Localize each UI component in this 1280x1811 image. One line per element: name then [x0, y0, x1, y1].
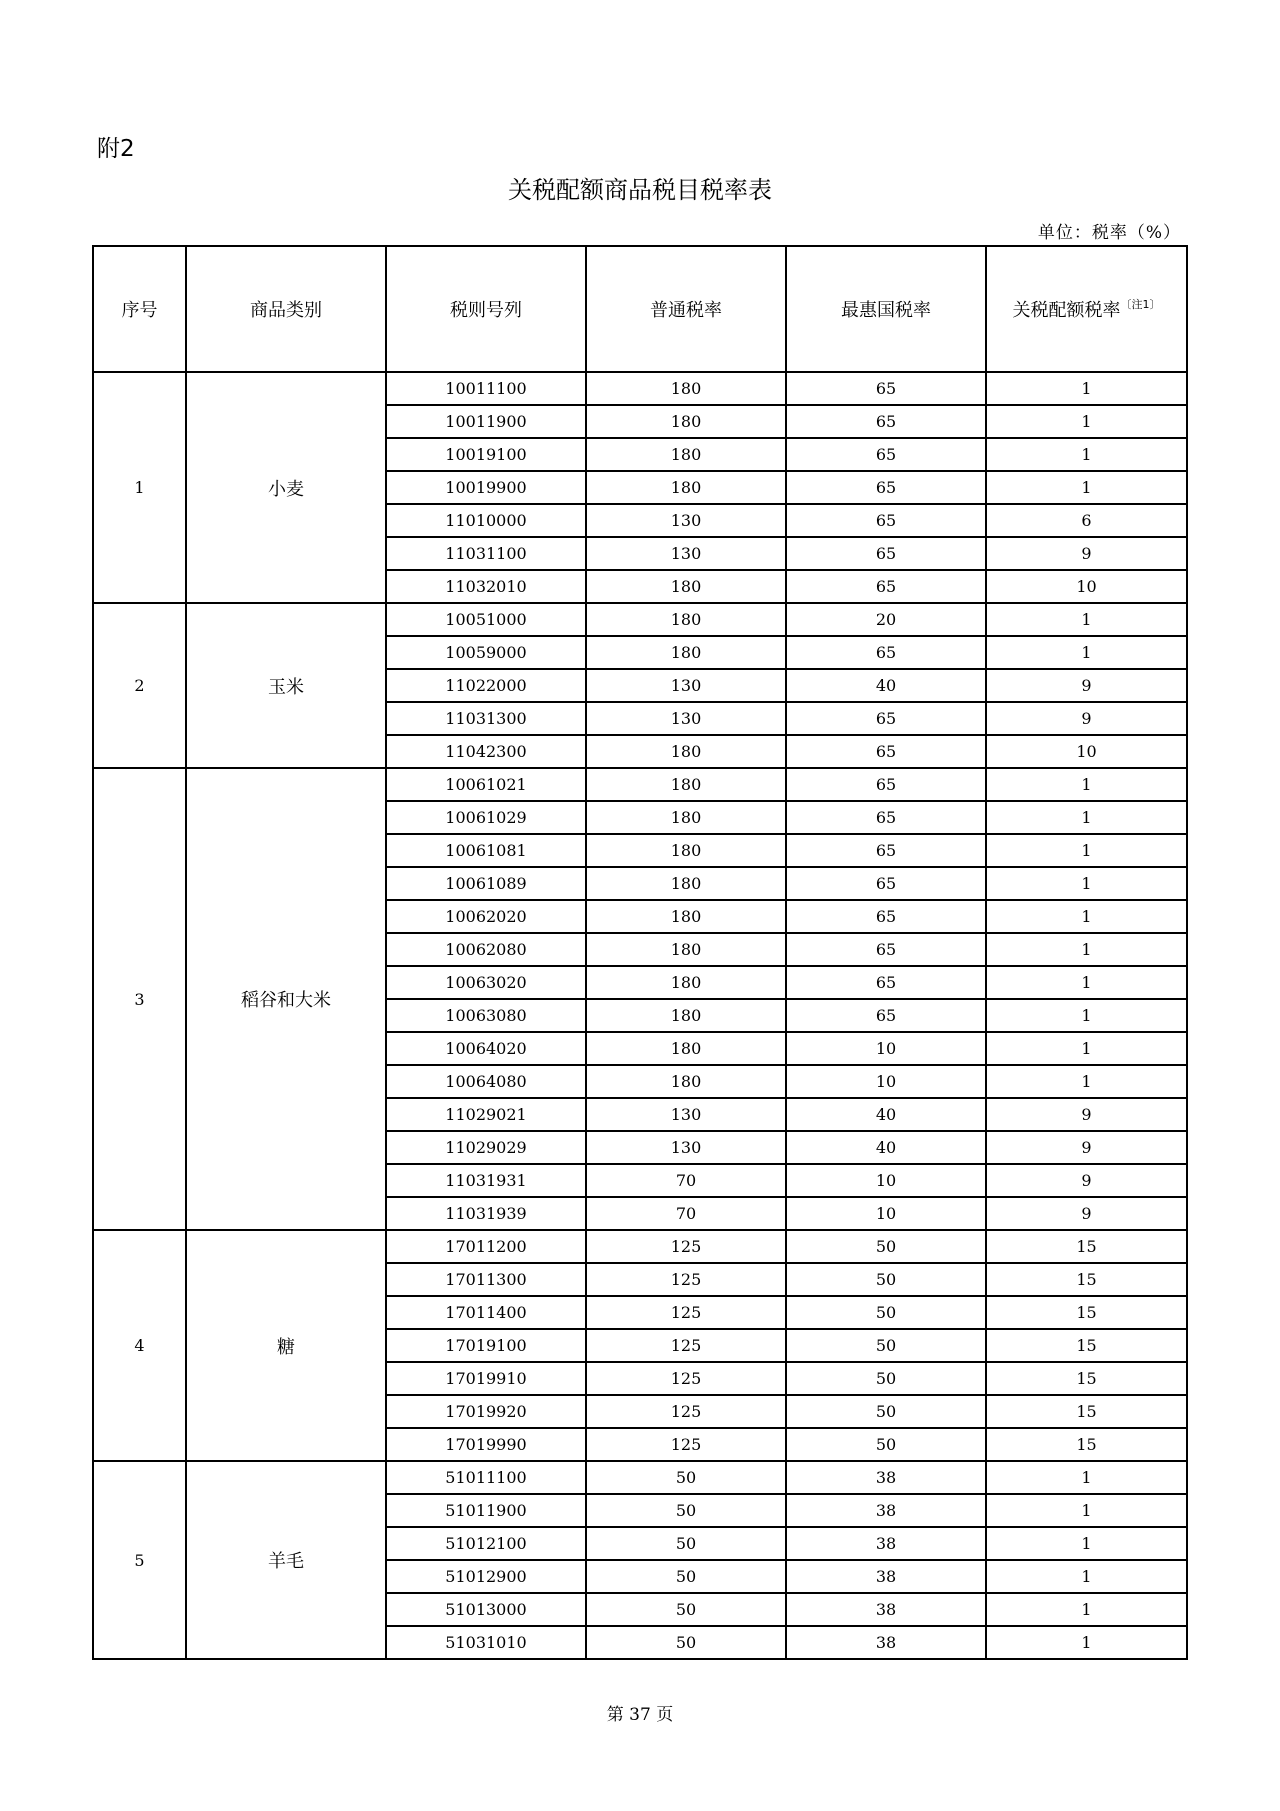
quota-rate-cell: 9 [986, 669, 1187, 702]
general-rate-cell: 50 [586, 1527, 786, 1560]
header-mfn-rate: 最惠国税率 [786, 246, 986, 372]
table-row [93, 1230, 1187, 1263]
tariff-code-cell: 11029029 [386, 1131, 586, 1164]
general-rate-cell: 50 [586, 1593, 786, 1626]
mfn-rate-cell: 65 [786, 504, 986, 537]
footnote-marker: 〔注1〕 [1120, 298, 1161, 311]
quota-rate-cell: 1 [986, 471, 1187, 504]
mfn-rate-cell: 40 [786, 1131, 986, 1164]
quota-rate-cell: 15 [986, 1362, 1187, 1395]
general-rate-cell: 180 [586, 405, 786, 438]
table-header-row [93, 246, 1187, 372]
general-rate-cell: 180 [586, 999, 786, 1032]
general-rate-cell: 50 [586, 1626, 786, 1659]
mfn-rate-cell: 65 [786, 900, 986, 933]
mfn-rate-cell: 10 [786, 1197, 986, 1230]
mfn-rate-cell: 10 [786, 1164, 986, 1197]
category-cell: 糖 [186, 1230, 386, 1461]
quota-rate-cell: 1 [986, 636, 1187, 669]
tariff-code-cell: 11031939 [386, 1197, 586, 1230]
header-category: 商品类别 [186, 246, 386, 372]
general-rate-cell: 180 [586, 834, 786, 867]
general-rate-cell: 180 [586, 933, 786, 966]
general-rate-cell: 50 [586, 1461, 786, 1494]
tariff-code-cell: 10051000 [386, 603, 586, 636]
quota-rate-cell: 15 [986, 1329, 1187, 1362]
tariff-quota-table [92, 245, 1188, 1660]
header-general-rate: 普通税率 [586, 246, 786, 372]
quota-rate-cell: 15 [986, 1395, 1187, 1428]
general-rate-cell: 125 [586, 1230, 786, 1263]
quota-rate-cell: 9 [986, 1197, 1187, 1230]
tariff-code-cell: 10011900 [386, 405, 586, 438]
tariff-code-cell: 17011200 [386, 1230, 586, 1263]
mfn-rate-cell: 65 [786, 999, 986, 1032]
general-rate-cell: 130 [586, 669, 786, 702]
general-rate-cell: 130 [586, 702, 786, 735]
tariff-code-cell: 51011100 [386, 1461, 586, 1494]
general-rate-cell: 130 [586, 504, 786, 537]
general-rate-cell: 180 [586, 966, 786, 999]
tariff-code-cell: 10063080 [386, 999, 586, 1032]
general-rate-cell: 180 [586, 1032, 786, 1065]
general-rate-cell: 50 [586, 1560, 786, 1593]
general-rate-cell: 70 [586, 1197, 786, 1230]
unit-note: 单位：税率（%） [1037, 223, 1181, 243]
category-cell: 羊毛 [186, 1461, 386, 1659]
tariff-code-cell: 17011400 [386, 1296, 586, 1329]
mfn-rate-cell: 65 [786, 438, 986, 471]
header-quota-rate [986, 246, 1187, 372]
quota-rate-cell: 1 [986, 933, 1187, 966]
tariff-code-cell: 11010000 [386, 504, 586, 537]
mfn-rate-cell: 38 [786, 1527, 986, 1560]
mfn-rate-cell: 50 [786, 1395, 986, 1428]
tariff-code-cell: 10019100 [386, 438, 586, 471]
page-title: 关税配额商品税目税率表 [508, 176, 772, 204]
tariff-code-cell: 10061089 [386, 867, 586, 900]
quota-rate-cell: 1 [986, 372, 1187, 405]
tariff-code-cell: 10064080 [386, 1065, 586, 1098]
mfn-rate-cell: 50 [786, 1230, 986, 1263]
mfn-rate-cell: 50 [786, 1296, 986, 1329]
general-rate-cell: 130 [586, 1131, 786, 1164]
mfn-rate-cell: 65 [786, 702, 986, 735]
tariff-code-cell: 10062080 [386, 933, 586, 966]
tariff-code-cell: 51012900 [386, 1560, 586, 1593]
mfn-rate-cell: 50 [786, 1362, 986, 1395]
mfn-rate-cell: 65 [786, 834, 986, 867]
tariff-code-cell: 10061081 [386, 834, 586, 867]
tariff-code-cell: 17019100 [386, 1329, 586, 1362]
quota-rate-cell: 1 [986, 768, 1187, 801]
mfn-rate-cell: 38 [786, 1494, 986, 1527]
tariff-code-cell: 17011300 [386, 1263, 586, 1296]
quota-rate-cell: 1 [986, 1461, 1187, 1494]
table-row [93, 768, 1187, 801]
mfn-rate-cell: 65 [786, 570, 986, 603]
general-rate-cell: 180 [586, 570, 786, 603]
page-number: 第 37 页 [606, 1705, 674, 1725]
category-cell: 小麦 [186, 372, 386, 603]
quota-rate-cell: 15 [986, 1296, 1187, 1329]
mfn-rate-cell: 65 [786, 372, 986, 405]
mfn-rate-cell: 65 [786, 735, 986, 768]
mfn-rate-cell: 65 [786, 867, 986, 900]
tariff-code-cell: 10063020 [386, 966, 586, 999]
tariff-code-cell: 11031931 [386, 1164, 586, 1197]
header-seq: 序号 [93, 246, 186, 372]
mfn-rate-cell: 38 [786, 1461, 986, 1494]
general-rate-cell: 180 [586, 438, 786, 471]
mfn-rate-cell: 38 [786, 1626, 986, 1659]
tariff-code-cell: 11042300 [386, 735, 586, 768]
tariff-code-cell: 11031100 [386, 537, 586, 570]
quota-rate-cell: 10 [986, 570, 1187, 603]
table-row [93, 603, 1187, 636]
quota-rate-cell: 1 [986, 1032, 1187, 1065]
quota-rate-cell: 1 [986, 438, 1187, 471]
table-body [93, 372, 1187, 1659]
tariff-code-cell: 10011100 [386, 372, 586, 405]
general-rate-cell: 180 [586, 636, 786, 669]
tariff-code-cell: 17019910 [386, 1362, 586, 1395]
header-code: 税则号列 [386, 246, 586, 372]
mfn-rate-cell: 50 [786, 1263, 986, 1296]
mfn-rate-cell: 50 [786, 1428, 986, 1461]
tariff-code-cell: 10019900 [386, 471, 586, 504]
mfn-rate-cell: 40 [786, 1098, 986, 1131]
mfn-rate-cell: 65 [786, 405, 986, 438]
tariff-code-cell: 51013000 [386, 1593, 586, 1626]
general-rate-cell: 125 [586, 1428, 786, 1461]
quota-rate-cell: 1 [986, 1593, 1187, 1626]
table-row [93, 1461, 1187, 1494]
general-rate-cell: 180 [586, 867, 786, 900]
quota-rate-cell: 9 [986, 1131, 1187, 1164]
mfn-rate-cell: 65 [786, 933, 986, 966]
mfn-rate-cell: 65 [786, 537, 986, 570]
header-quota-rate-label: 关税配额税率 [1012, 300, 1121, 321]
general-rate-cell: 125 [586, 1395, 786, 1428]
seq-cell: 2 [93, 603, 186, 768]
quota-rate-cell: 6 [986, 504, 1187, 537]
quota-rate-cell: 10 [986, 735, 1187, 768]
general-rate-cell: 130 [586, 537, 786, 570]
quota-rate-cell: 1 [986, 1560, 1187, 1593]
mfn-rate-cell: 40 [786, 669, 986, 702]
mfn-rate-cell: 50 [786, 1329, 986, 1362]
mfn-rate-cell: 10 [786, 1032, 986, 1065]
general-rate-cell: 50 [586, 1494, 786, 1527]
tariff-code-cell: 51031010 [386, 1626, 586, 1659]
general-rate-cell: 180 [586, 1065, 786, 1098]
quota-rate-cell: 15 [986, 1263, 1187, 1296]
seq-cell: 1 [93, 372, 186, 603]
mfn-rate-cell: 65 [786, 636, 986, 669]
quota-rate-cell: 15 [986, 1428, 1187, 1461]
general-rate-cell: 125 [586, 1329, 786, 1362]
seq-cell: 5 [93, 1461, 186, 1659]
mfn-rate-cell: 65 [786, 471, 986, 504]
quota-rate-cell: 1 [986, 1494, 1187, 1527]
general-rate-cell: 180 [586, 372, 786, 405]
quota-rate-cell: 1 [986, 1527, 1187, 1560]
mfn-rate-cell: 10 [786, 1065, 986, 1098]
general-rate-cell: 180 [586, 471, 786, 504]
quota-rate-cell: 9 [986, 1098, 1187, 1131]
tariff-code-cell: 11022000 [386, 669, 586, 702]
quota-rate-cell: 1 [986, 867, 1187, 900]
seq-cell: 4 [93, 1230, 186, 1461]
general-rate-cell: 130 [586, 1098, 786, 1131]
general-rate-cell: 180 [586, 603, 786, 636]
general-rate-cell: 180 [586, 735, 786, 768]
category-cell: 稻谷和大米 [186, 768, 386, 1230]
general-rate-cell: 125 [586, 1362, 786, 1395]
tariff-code-cell: 10059000 [386, 636, 586, 669]
quota-rate-cell: 1 [986, 405, 1187, 438]
mfn-rate-cell: 38 [786, 1560, 986, 1593]
tariff-code-cell: 17019920 [386, 1395, 586, 1428]
mfn-rate-cell: 38 [786, 1593, 986, 1626]
tariff-code-cell: 11029021 [386, 1098, 586, 1131]
quota-rate-cell: 15 [986, 1230, 1187, 1263]
general-rate-cell: 125 [586, 1296, 786, 1329]
tariff-code-cell: 11031300 [386, 702, 586, 735]
general-rate-cell: 125 [586, 1263, 786, 1296]
tariff-code-cell: 11032010 [386, 570, 586, 603]
mfn-rate-cell: 20 [786, 603, 986, 636]
quota-rate-cell: 1 [986, 966, 1187, 999]
general-rate-cell: 180 [586, 900, 786, 933]
tariff-code-cell: 51012100 [386, 1527, 586, 1560]
general-rate-cell: 180 [586, 801, 786, 834]
quota-rate-cell: 9 [986, 537, 1187, 570]
tariff-code-cell: 10061021 [386, 768, 586, 801]
category-cell: 玉米 [186, 603, 386, 768]
quota-rate-cell: 1 [986, 1065, 1187, 1098]
tariff-code-cell: 10064020 [386, 1032, 586, 1065]
quota-rate-cell: 9 [986, 702, 1187, 735]
quota-rate-cell: 1 [986, 900, 1187, 933]
quota-rate-cell: 1 [986, 1626, 1187, 1659]
quota-rate-cell: 1 [986, 603, 1187, 636]
quota-rate-cell: 1 [986, 801, 1187, 834]
quota-rate-cell: 1 [986, 999, 1187, 1032]
general-rate-cell: 180 [586, 768, 786, 801]
mfn-rate-cell: 65 [786, 966, 986, 999]
tariff-code-cell: 10061029 [386, 801, 586, 834]
mfn-rate-cell: 65 [786, 801, 986, 834]
tariff-code-cell: 17019990 [386, 1428, 586, 1461]
tariff-code-cell: 51011900 [386, 1494, 586, 1527]
table-row [93, 372, 1187, 405]
quota-rate-cell: 9 [986, 1164, 1187, 1197]
tariff-code-cell: 10062020 [386, 900, 586, 933]
seq-cell: 3 [93, 768, 186, 1230]
general-rate-cell: 70 [586, 1164, 786, 1197]
attachment-label: 附2 [97, 136, 135, 162]
mfn-rate-cell: 65 [786, 768, 986, 801]
quota-rate-cell: 1 [986, 834, 1187, 867]
